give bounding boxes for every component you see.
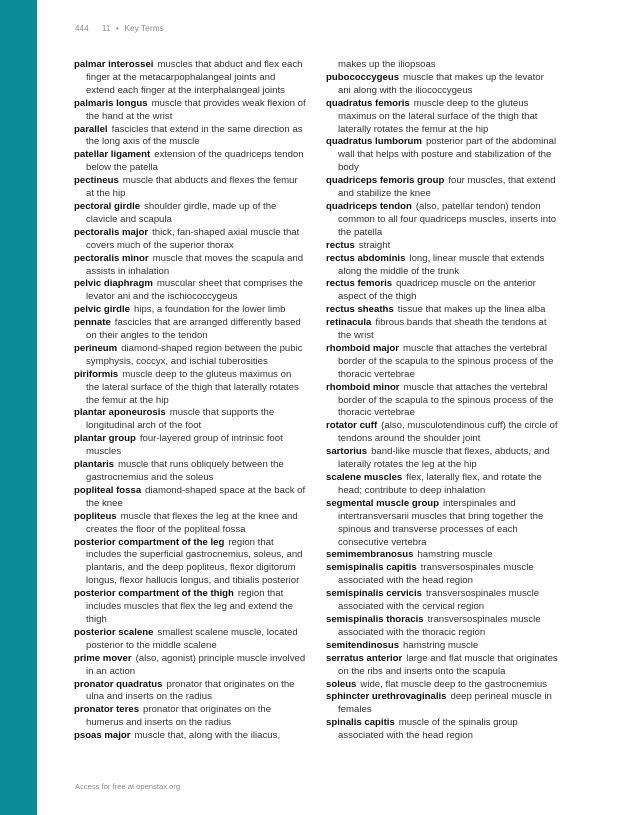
glossary-entry: [74, 175, 306, 201]
glossary-column-left: [74, 59, 306, 743]
glossary-term: scalene muscles: [326, 472, 403, 483]
glossary-definition: pronator that originates on the ulna and inserts on the radius: [86, 678, 295, 703]
glossary-term: plantar group: [74, 433, 136, 445]
glossary-term: rhomboid minor: [326, 381, 400, 393]
glossary-definition: four-layered group of intrinsic foot muscles: [86, 433, 283, 458]
glossary-entry: [74, 201, 306, 227]
glossary-entry: [74, 317, 306, 343]
glossary-entry: [326, 614, 558, 640]
glossary-term: rectus femoris: [326, 278, 393, 290]
glossary-entry: [326, 472, 558, 498]
glossary-column-right: [326, 59, 558, 743]
glossary-entry: [326, 562, 558, 588]
chapter-color-bar: [0, 0, 37, 815]
glossary-definition: four muscles, that extend and stabilize the knee: [338, 175, 556, 200]
glossary-term: pubococcygeus: [326, 71, 400, 83]
glossary-entry: [74, 627, 306, 653]
glossary-entry: [326, 588, 558, 614]
glossary-term: serratus anterior: [326, 652, 403, 664]
glossary-definition: straight: [358, 239, 391, 251]
glossary-entry: [326, 446, 558, 472]
glossary-definition: muscles that abduct and flex each finger at the metacarpophalangeal joints and extend each finger at the interphalangeal joints: [86, 59, 303, 96]
glossary-entry: [326, 653, 558, 679]
glossary-entry: [326, 175, 558, 201]
glossary-term: quadriceps femoris group: [326, 175, 445, 187]
glossary-term: semispinalis capitis: [326, 562, 417, 574]
glossary-term: palmaris longus: [74, 97, 148, 109]
glossary-term: semitendinosus: [326, 639, 400, 651]
glossary-definition: transversospinales muscle associated with the cervical region: [338, 588, 540, 613]
glossary-term: popliteus: [74, 510, 117, 522]
glossary-definition: muscle that supports the longitudinal arch of the foot: [86, 407, 275, 432]
glossary-definition: extension of the quadriceps tendon below the patella: [86, 149, 304, 174]
glossary-entry: [74, 485, 306, 511]
glossary-entry: [74, 278, 306, 304]
glossary-entry: [326, 278, 558, 304]
glossary-entry: [74, 59, 306, 98]
glossary-definition: hamstring muscle: [403, 639, 479, 651]
glossary-term: patellar ligament: [74, 149, 151, 161]
glossary-term: rectus abdominis: [326, 252, 406, 264]
glossary-definition: smallest scalene muscle, located posterior to the middle scalene: [86, 626, 298, 651]
glossary-definition: posterior part of the abdominal wall that helps with posture and stabilization of the body: [338, 136, 557, 174]
glossary-entry: [326, 72, 558, 98]
glossary-term: rotator cuff: [326, 420, 378, 432]
glossary-entry: [74, 407, 306, 433]
glossary-entry: [74, 730, 306, 743]
glossary-entry: [74, 653, 306, 679]
glossary-definition: quadricep muscle on the anterior aspect of the thigh: [338, 278, 536, 303]
glossary-entry: [326, 304, 558, 317]
glossary-definition: fascicles that extend in the same direction as the long axis of the muscle: [86, 123, 303, 148]
glossary-term: semispinalis thoracis: [326, 613, 424, 625]
glossary-entry: [326, 59, 558, 72]
glossary-definition: muscle that runs obliquely between the gastrocnemius and the soleus: [86, 459, 284, 483]
section-title: Key Terms: [124, 24, 164, 33]
glossary-term: rectus: [326, 239, 355, 251]
glossary-definition: flex, laterally flex, and rotate the head; contribute to deep inhalation: [338, 472, 542, 496]
glossary-definition: makes up the iliopsoas: [338, 59, 436, 70]
glossary-term: posterior compartment of the leg: [74, 536, 225, 548]
glossary-entry: [74, 124, 306, 150]
glossary-term: plantaris: [74, 459, 114, 471]
glossary-term: prime mover: [74, 652, 132, 664]
glossary-term: plantar aponeurosis: [74, 407, 166, 419]
glossary-definition: muscular sheet that comprises the levator ani and the ischiococcygeus: [86, 278, 304, 303]
glossary-entry: [74, 98, 306, 124]
glossary-entry: [74, 433, 306, 459]
glossary-entry: [326, 343, 558, 382]
glossary-term: pectoral girdle: [74, 200, 141, 212]
glossary-definition: (also, musculotendinous cuff) the circle of tendons around the shoulder joint: [338, 420, 558, 445]
glossary-term: pectoralis minor: [74, 252, 149, 264]
glossary-definition: muscle that makes up the levator ani along with the iliococcygeus: [338, 71, 544, 96]
glossary-term: posterior compartment of the thigh: [74, 588, 234, 600]
footer-link[interactable]: Access for free at openstax.org: [75, 782, 181, 791]
glossary-term: rhomboid major: [326, 342, 400, 354]
header-separator: •: [115, 24, 119, 33]
running-header: [75, 24, 164, 33]
glossary-term: soleus: [326, 678, 357, 690]
glossary-definition: diamond-shaped region between the pubic symphysis, coccyx, and ischial tuberosities: [86, 342, 303, 367]
glossary-definition: muscle that attaches the vertebral border of the scapula to the spinous process of the thoracic vertebrae: [338, 342, 554, 380]
glossary-definition: interspinales and intertransversarii muscles that bring together the spinous and transverse processes of each consecutive vertebra: [338, 497, 544, 548]
glossary-definition: region that includes muscles that flex the leg and extend the thigh: [86, 588, 293, 625]
glossary-term: sartorius: [326, 446, 368, 458]
glossary-entry: [326, 717, 558, 743]
glossary-term: parallel: [74, 123, 108, 135]
glossary-definition: band-like muscle that flexes, abducts, and laterally rotates the leg at the hip: [338, 446, 550, 471]
glossary-definition: hips, a foundation for the lower limb: [133, 304, 286, 316]
glossary-term: pectoralis major: [74, 226, 149, 238]
glossary-term: piriformis: [74, 368, 119, 380]
glossary-entry: [326, 382, 558, 421]
glossary-term: palmar interossei: [74, 59, 154, 70]
glossary-entry: [326, 253, 558, 279]
glossary-definition: muscle deep to the gluteus maximus on the lateral surface of the thigh that laterally rotates the femur at the hip: [338, 97, 538, 135]
glossary-definition: pronator that originates on the humerus and inserts on the radius: [86, 704, 272, 729]
glossary-entry: [74, 679, 306, 705]
glossary-entry: [326, 691, 558, 717]
glossary-entry: [326, 317, 558, 343]
glossary-definition: long, linear muscle that extends along the middle of the trunk: [338, 252, 545, 277]
glossary-term: spinalis capitis: [326, 717, 395, 729]
glossary-term: pelvic girdle: [74, 304, 130, 316]
glossary-term: popliteal fossa: [74, 484, 142, 496]
glossary-definition: fibrous bands that sheath the tendons at the wrist: [338, 317, 547, 342]
glossary-definition: region that includes the superficial gastrocnemius, soleus, and plantaris, and the deep popliteus, flexor digitorum longus, flexor hallucis longus, and tibialis posterior: [86, 536, 303, 587]
glossary-entry: [74, 588, 306, 627]
glossary-term: semimembranosus: [326, 549, 414, 561]
glossary-definition: muscle deep to the gluteus maximus on the lateral surface of the thigh that laterally rotates the femur at the hip: [86, 368, 299, 406]
glossary-term: rectus sheaths: [326, 304, 394, 316]
glossary-entry: [74, 537, 306, 589]
glossary-definition: muscle of the spinalis group associated with the head region: [338, 717, 518, 742]
glossary-term: retinacula: [326, 317, 372, 329]
glossary-definition: wide, flat muscle deep to the gastrocnemius: [360, 678, 548, 690]
glossary-definition: muscle that abducts and flexes the femur at the hip: [86, 175, 298, 200]
glossary-definition: muscle that, along with the iliacus,: [134, 730, 281, 742]
glossary-entry: [326, 640, 558, 653]
glossary-term: semispinalis cervicis: [326, 588, 422, 600]
glossary-definition: muscle that attaches the vertebral border of the scapula to the spinous process of the thoracic vertebrae: [338, 381, 554, 419]
glossary-term: pronator quadratus: [74, 678, 163, 690]
glossary-term: quadratus femoris: [326, 97, 410, 109]
glossary-entry: [74, 459, 306, 485]
glossary-definition: (also, patellar tendon) tendon common to all four quadriceps muscles, inserts into the patella: [338, 200, 557, 238]
glossary-definition: muscle that moves the scapula and assists in inhalation: [86, 252, 304, 277]
glossary-entry: [326, 98, 558, 137]
glossary-entry: [326, 498, 558, 550]
glossary-entry: [74, 704, 306, 730]
glossary-entry: [74, 369, 306, 408]
glossary-definition: hamstring muscle: [417, 549, 493, 561]
glossary-definition: muscle that provides weak flexion of the hand at the wrist: [86, 97, 306, 122]
glossary-term: psoas major: [74, 730, 131, 742]
glossary-entry: [326, 420, 558, 446]
glossary-term: quadriceps tendon: [326, 200, 412, 212]
glossary-term: sphincter urethrovaginalis: [326, 691, 447, 703]
glossary-term: perineum: [74, 342, 118, 354]
glossary-entry: [326, 549, 558, 562]
glossary-definition: transversospinales muscle associated with the thoracic region: [338, 613, 541, 638]
glossary-definition: thick, fan-shaped axial muscle that covers much of the superior thorax: [86, 226, 300, 251]
glossary-entry: [326, 240, 558, 253]
glossary-entry: [74, 511, 306, 537]
glossary-definition: diamond-shaped space at the back of the knee: [86, 484, 306, 509]
glossary-term: pronator teres: [74, 704, 140, 716]
glossary-entry: [326, 136, 558, 175]
chapter-number: 11: [101, 24, 111, 33]
glossary-entry: [326, 201, 558, 240]
glossary-definition: deep perineal muscle in females: [338, 691, 552, 716]
glossary-term: posterior scalene: [74, 626, 154, 638]
page-number: 444: [75, 24, 89, 33]
glossary-definition: large and flat muscle that originates on the ribs and inserts onto the scapula: [338, 652, 558, 677]
glossary-term: quadratus lumborum: [326, 136, 422, 148]
glossary-entry: [74, 253, 306, 279]
glossary-term: pennate: [74, 317, 111, 329]
glossary-definition: (also, agonist) principle muscle involved in an action: [86, 652, 306, 677]
glossary-entry: [74, 304, 306, 317]
glossary-definition: fascicles that are arranged differently based on their angles to the tendon: [86, 317, 301, 342]
glossary-term: pelvic diaphragm: [74, 278, 153, 290]
glossary-term: segmental muscle group: [326, 497, 440, 509]
glossary-definition: transversospinales muscle associated with the head region: [338, 562, 534, 587]
glossary-entry: [74, 149, 306, 175]
glossary-entry: [326, 679, 558, 692]
glossary-definition: tissue that makes up the linea alba: [397, 304, 546, 316]
glossary-definition: shoulder girdle, made up of the clavicle and scapula: [86, 200, 277, 225]
glossary-term: pectineus: [74, 175, 119, 187]
glossary-entry: [74, 343, 306, 369]
glossary-entry: [74, 227, 306, 253]
glossary-definition: muscle that flexes the leg at the knee and creates the floor of the popliteal fossa: [86, 510, 298, 535]
